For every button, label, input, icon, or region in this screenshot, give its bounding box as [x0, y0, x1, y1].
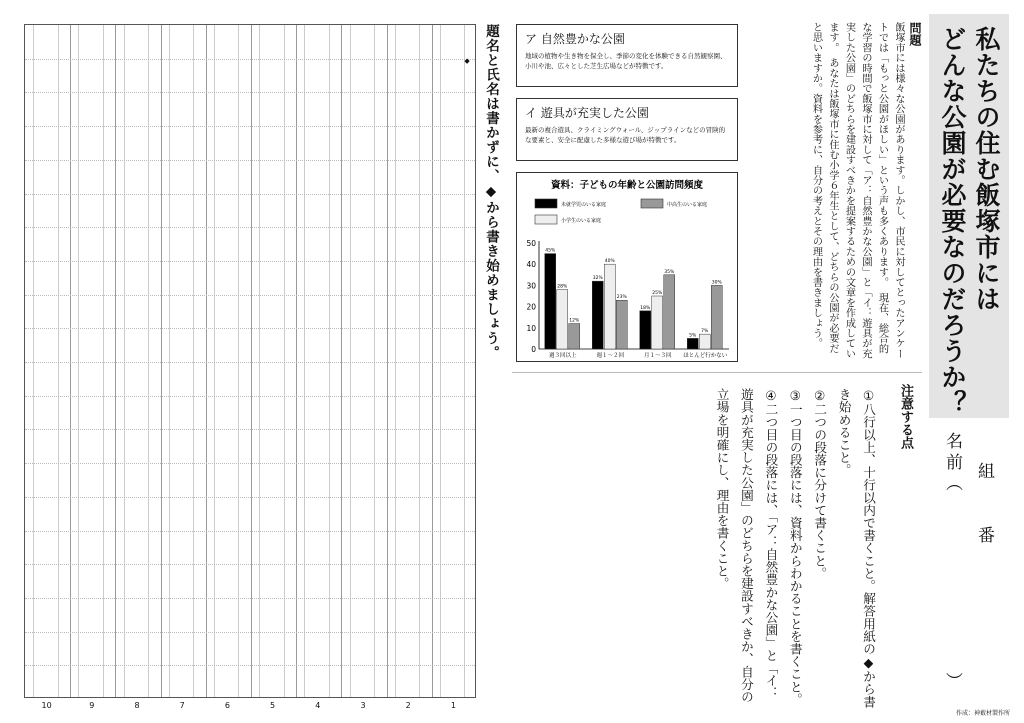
title-block: [929, 14, 1009, 418]
bar-value-label: 32%: [592, 276, 603, 282]
y-tick-label: 50: [526, 239, 536, 248]
bar-value-label: 40%: [604, 259, 615, 265]
answer-grid[interactable]: [24, 24, 476, 698]
bar-value-label: 23%: [616, 295, 627, 301]
column-number: 2: [405, 701, 411, 710]
bar-value-label: 18%: [640, 305, 651, 311]
y-tick-label: 30: [526, 281, 536, 291]
legend-label: 中高生のいる家庭: [667, 202, 708, 208]
instruction-text: 題名と氏名は書かずに、◆から書き始めましょう。: [483, 24, 499, 360]
divider: [512, 372, 922, 373]
column-number: 9: [89, 701, 95, 710]
bar: [545, 254, 556, 349]
bar: [616, 300, 627, 349]
x-tick-label: 月１～３回: [643, 353, 672, 359]
y-tick-label: 40: [526, 260, 536, 270]
legend-swatch: [535, 215, 557, 224]
column-number: 8: [134, 701, 140, 710]
ban-label: 番: [974, 526, 994, 543]
caution-2: ②二つの段落に分けて書くこと。: [812, 388, 828, 580]
column-number: 4: [315, 701, 321, 710]
y-tick-label: 20: [526, 302, 536, 312]
cautions-heading: 注意する点: [898, 384, 913, 449]
column-number: 5: [270, 701, 276, 710]
option-b-desc: 最新の複合遊具、クライミングウォール、ジップラインなどの冒険的な要素と、安全に配慮した多様な遊び場が特徴です。: [525, 126, 726, 144]
bar-value-label: 25%: [652, 291, 663, 296]
title-line-1: 私たちの住む飯塚市には: [972, 26, 1001, 312]
bar: [569, 324, 580, 349]
x-tick-label: 週３回以上: [548, 353, 577, 359]
legend-swatch: [535, 199, 557, 208]
legend-label: 未就学児のいる家庭: [561, 202, 607, 208]
column-number: 7: [179, 701, 185, 710]
start-marker: ◆: [464, 57, 470, 65]
chart-box: [516, 172, 738, 362]
bar: [592, 281, 603, 349]
name-close-paren: ）: [942, 672, 962, 689]
y-tick-label: 10: [526, 323, 536, 333]
bar-value-label: 12%: [569, 318, 580, 324]
legend-swatch: [641, 199, 663, 208]
title-line-2: どんな公園が必要なのだろうか？: [938, 26, 967, 416]
bar: [664, 275, 675, 349]
bar-value-label: 30%: [711, 280, 722, 286]
bar: [699, 334, 710, 349]
cautions-list: [680, 388, 880, 708]
column-number: 6: [224, 701, 230, 710]
bar: [687, 338, 698, 349]
caution-4: ④二つ目の段落には、「ア：自然豊かな公園」と「イ：遊具が充実した公園」のどちらを建設すべきか、自分の立場を明確にし、理由を書くこと。: [714, 388, 779, 703]
caution-3: ③一つ目の段落には、資料からわかることを書くこと。: [787, 388, 803, 706]
option-a-desc: 地域の植物や生き物を保全し、季節の変化を体験できる自然観察園、小川や池、広々とした芝生広場などが特徴です。: [525, 52, 727, 70]
bar: [640, 311, 651, 349]
y-tick-label: 0: [531, 345, 536, 354]
x-tick-label: ほとんど行かない: [683, 353, 728, 359]
column-number: 1: [450, 701, 456, 710]
chart-title: 資料：子どもの年齢と公園訪問頻度: [550, 180, 704, 191]
bar-chart: [517, 173, 737, 361]
x-tick-label: 週１～２回: [596, 353, 625, 359]
bar-value-label: 28%: [557, 284, 568, 290]
credit: 作成：神薮材製作所: [955, 710, 1010, 717]
column-number: 10: [41, 701, 52, 710]
option-a-box: [516, 24, 738, 87]
caution-1: ①八行以上、十行以内で書くこと。解答用紙の◆から書き始めること。: [836, 388, 876, 708]
legend-label: 小学生のいる家庭: [561, 218, 602, 224]
bar-value-label: 45%: [545, 248, 556, 254]
bar: [711, 285, 722, 349]
bar-value-label: 35%: [664, 269, 675, 275]
title-text: [935, 26, 1003, 416]
name-input-area[interactable]: [942, 520, 966, 670]
option-b-title: イ 遊具が充実した公園: [525, 106, 649, 120]
option-b-box: [516, 98, 738, 161]
bar-value-label: 5%: [689, 333, 697, 339]
bar: [557, 290, 568, 349]
bar: [652, 296, 663, 349]
option-a-title: ア 自然豊かな公園: [525, 32, 625, 46]
column-number: 3: [360, 701, 366, 710]
bar-value-label: 7%: [701, 329, 709, 335]
bar: [604, 264, 615, 349]
name-label: 名前（: [942, 432, 962, 495]
kumi-label: 組: [974, 462, 994, 479]
question-body: 飯塚市には様々な公園があります。しかし、市民に対してとったアンケートでは「もっと公園がほしい」という声も多くあります。 現在、総合的な学習の時間で飯塚市に対して「ア：自然豊かな公園」と「イ：遊具が充実した公園」のどちらを建設すべきかを提案するための文章を作成しています。 あなたは飯塚市に住む小学６年生として、どちらの公園が必要だと思いますか。資料を参考に、自分の考えとその理由を書きましょう。: [810, 22, 904, 359]
question-heading: 問題: [908, 22, 922, 46]
